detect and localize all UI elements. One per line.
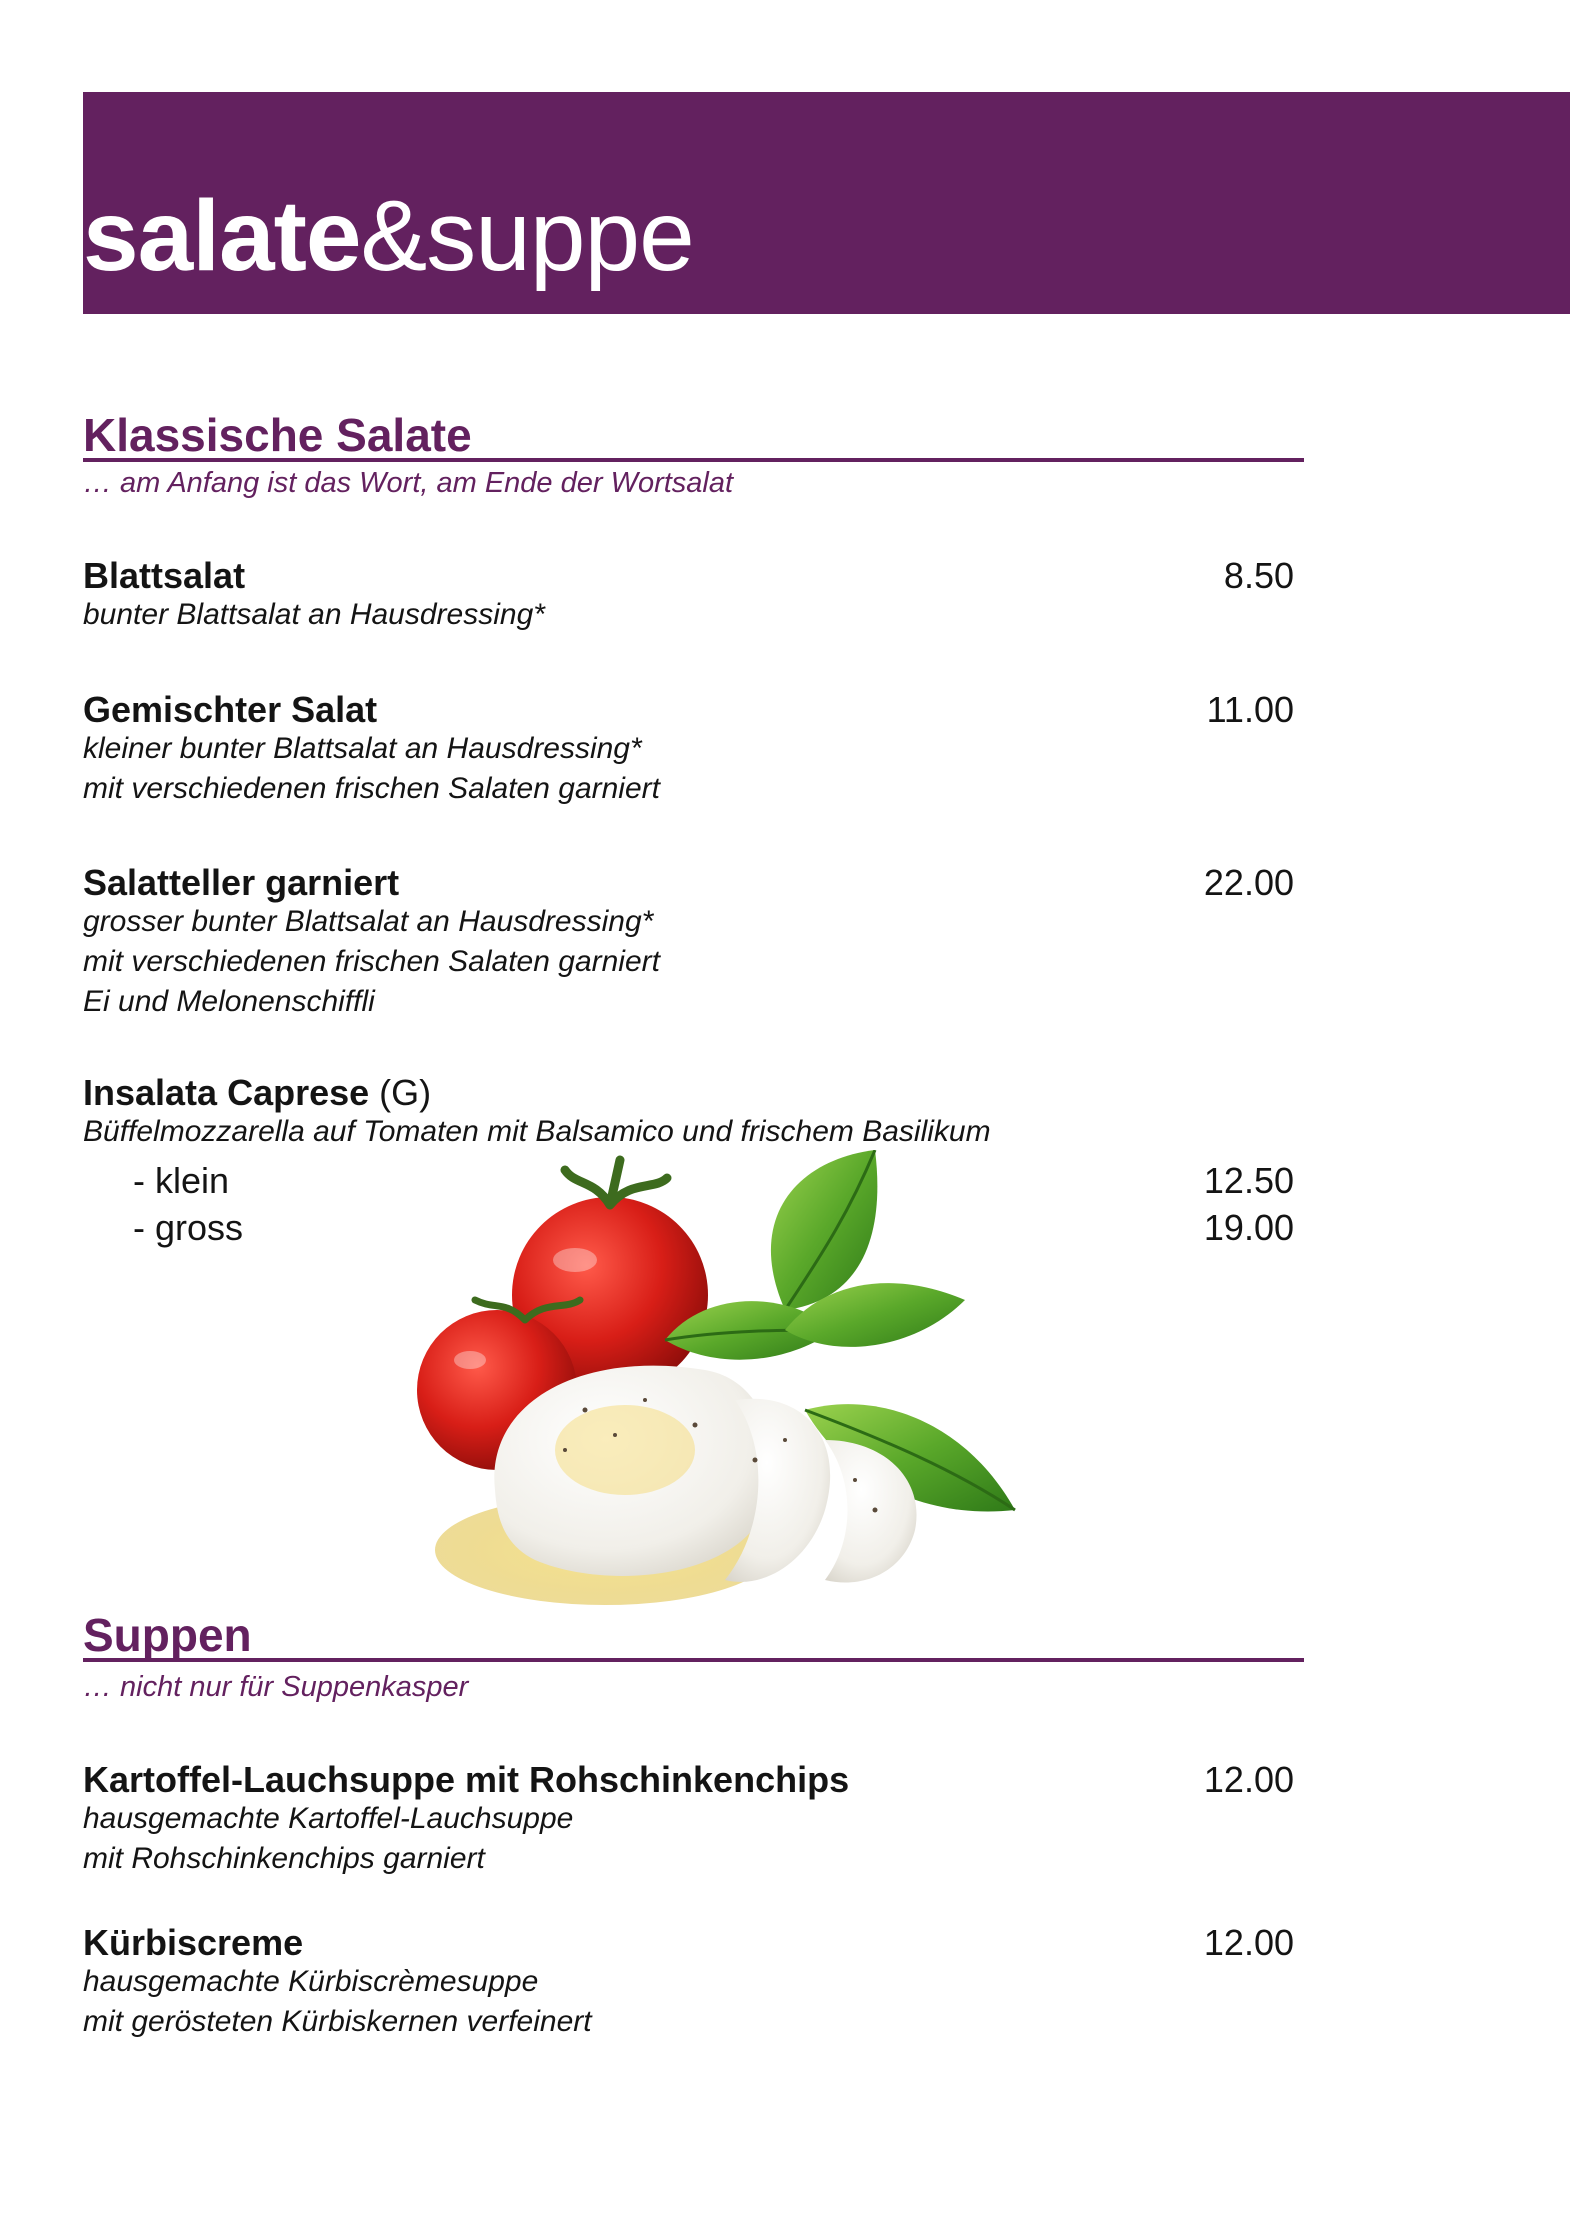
menu-item-price: 12.00 xyxy=(1203,1759,1294,1800)
description-line: hausgemachte Kürbiscrèmesuppe xyxy=(83,1965,539,1998)
header-banner xyxy=(83,92,1570,314)
section-subtitle: … am Anfang ist das Wort, am Ende der Wortsalat xyxy=(83,467,734,499)
menu-item-name-text: Insalata Caprese xyxy=(83,1072,370,1113)
description-line: mit Rohschinkenchips garniert xyxy=(83,1842,485,1875)
section-title: Klassische Salate xyxy=(83,409,472,461)
menu-item-description xyxy=(83,902,660,1022)
menu-item-name: Blattsalat xyxy=(83,555,246,596)
menu-item-price: 11.00 xyxy=(1206,689,1294,730)
allergen-suffix: (G) xyxy=(369,1072,432,1113)
menu-item-description xyxy=(83,1962,592,2042)
menu-item-name: Kartoffel-Lauchsuppe mit Rohschinkenchips xyxy=(83,1759,850,1800)
variant-price: 12.50 xyxy=(1203,1160,1294,1201)
page-title xyxy=(83,180,694,292)
variant-label: - klein xyxy=(133,1160,230,1201)
description-line: kleiner bunter Blattsalat an Hausdressing* xyxy=(83,732,642,765)
description-line: hausgemachte Kartoffel-Lauchsuppe xyxy=(83,1802,574,1835)
section-subtitle: … nicht nur für Suppenkasper xyxy=(83,1671,469,1703)
section-soups-heading xyxy=(83,1609,1304,1662)
menu-item-name: Salatteller garniert xyxy=(83,862,400,903)
menu-item-description xyxy=(83,1799,573,1879)
menu-item-price: 22.00 xyxy=(1203,862,1294,903)
menu-item-name: Kürbiscreme xyxy=(83,1922,304,1963)
description-line: Büffelmozzarella auf Tomaten mit Balsamico und frischem Basilikum xyxy=(83,1115,991,1148)
menu-item-name: Gemischter Salat xyxy=(83,689,378,730)
page-title-light: &suppe xyxy=(360,180,694,292)
variant-label: - gross xyxy=(133,1207,244,1248)
menu-item-description xyxy=(83,729,660,809)
section-salads-heading xyxy=(83,409,1304,462)
menu-item-description xyxy=(83,595,545,635)
caprese-illustration xyxy=(405,1150,1045,1630)
variant-price: 19.00 xyxy=(1203,1207,1294,1248)
menu-item-name xyxy=(83,1072,432,1113)
description-line: bunter Blattsalat an Hausdressing* xyxy=(83,598,545,631)
description-line: mit gerösteten Kürbiskernen verfeinert xyxy=(83,2005,592,2038)
page-title-bold: salate xyxy=(83,180,361,292)
description-line: mit verschiedenen frischen Salaten garniert xyxy=(83,945,660,978)
menu-item-description xyxy=(83,1112,991,1152)
menu-item-price: 12.00 xyxy=(1203,1922,1294,1963)
description-line: Ei und Melonenschiffli xyxy=(83,985,375,1018)
menu-item-price: 8.50 xyxy=(1223,555,1294,596)
description-line: grosser bunter Blattsalat an Hausdressing* xyxy=(83,905,654,938)
description-line: mit verschiedenen frischen Salaten garniert xyxy=(83,772,660,805)
section-title: Suppen xyxy=(83,1609,252,1661)
